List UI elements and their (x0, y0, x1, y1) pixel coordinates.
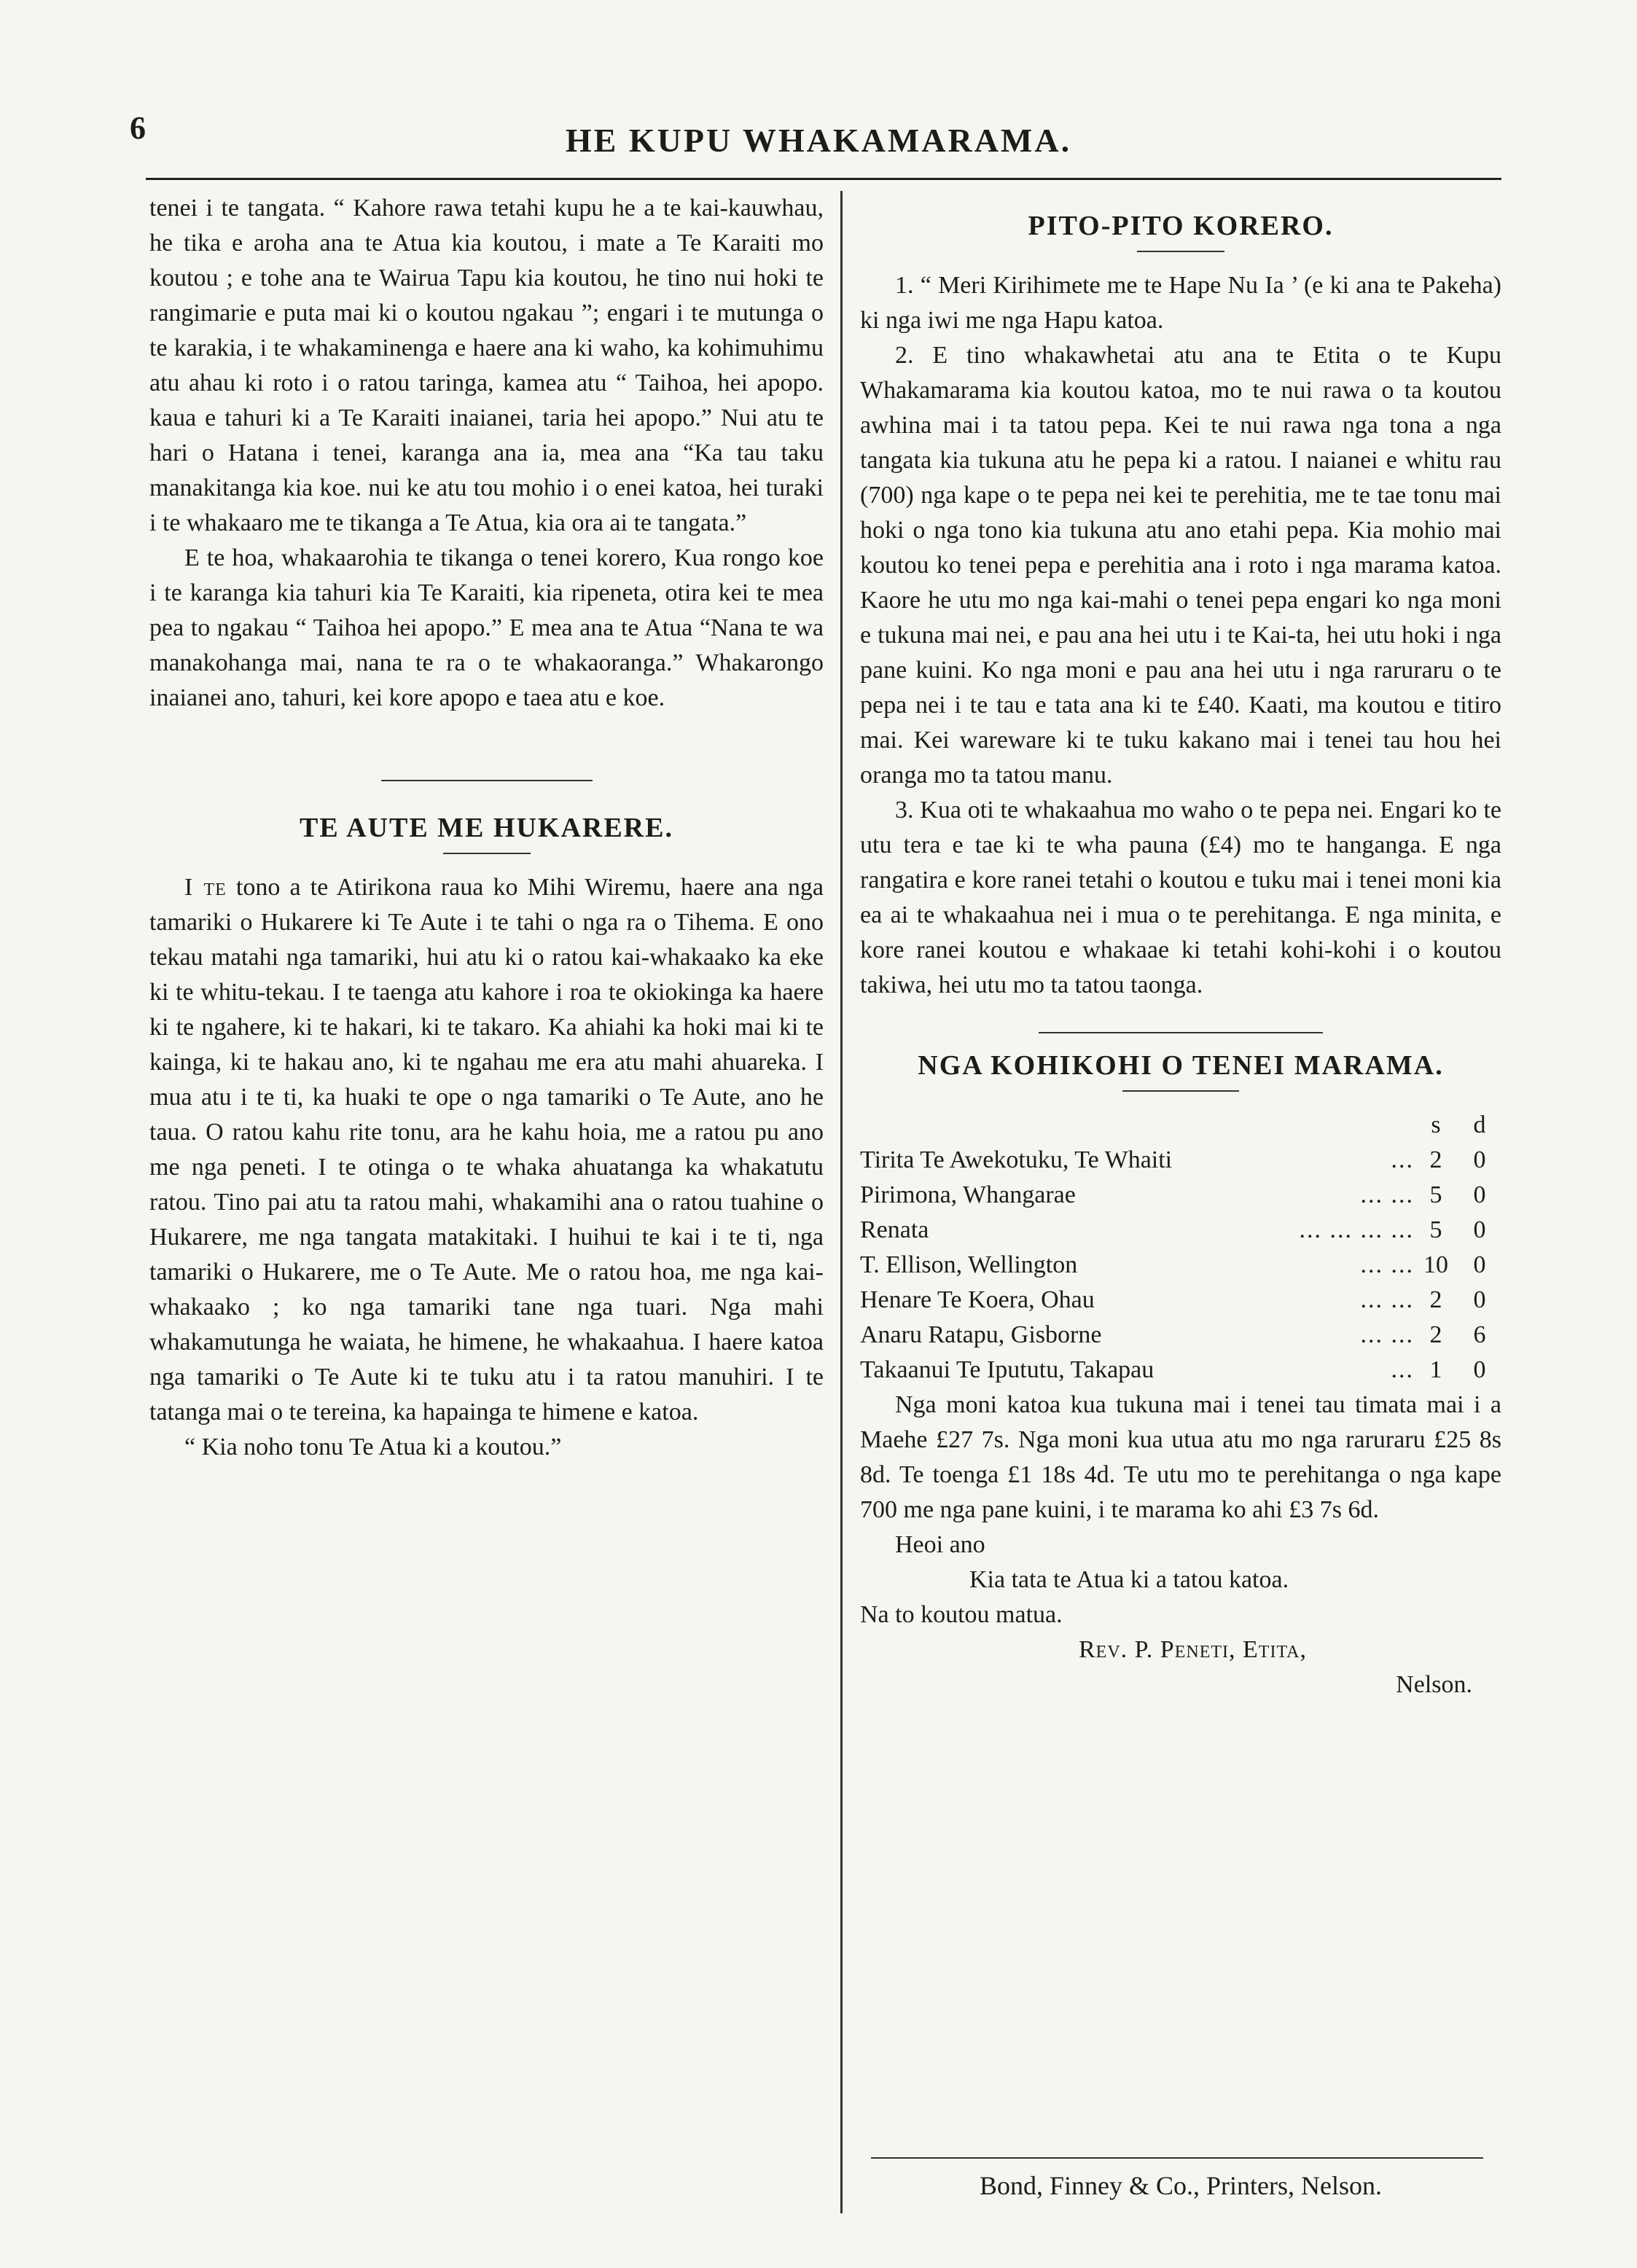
left-column (149, 191, 824, 1465)
table-header-blank (860, 1108, 1265, 1143)
donor-shillings: 5 (1429, 1181, 1442, 1208)
donor-name: Henare Te Koera, Ohau (860, 1286, 1095, 1313)
donations-table (860, 1108, 1501, 1388)
printer-rule (871, 2157, 1483, 2159)
running-title: HE KUPU WHAKAMARAMA. (565, 122, 1072, 159)
signature-place: Nelson. (1396, 1671, 1472, 1698)
leader-dots: ... ... (1360, 1181, 1414, 1208)
spacer (149, 781, 824, 810)
section-heading-pito-pito: PITO-PITO KORERO. (1028, 211, 1334, 241)
donor-pence: 0 (1473, 1146, 1486, 1173)
table-row (860, 1283, 1501, 1318)
table-row (860, 1318, 1501, 1353)
donor-pence: 0 (1473, 1216, 1486, 1243)
notice-item-3: 3. Kua oti te whakaahua mo waho o te pepa nei. Engari ko te utu tera e tae ki te wha pauna (£4) mo te hanganga. E nga rangatira e kore ranei tetahi o koutou e tuku mai i tenei moni kia ea ai te whakaahua nei i mua o te perehitanga. E nga minita, e kore ranei koutou e whakaae ki tetahi kohi-kohi i o koutou takiwa, hei utu mo ta tatou taonga. (860, 797, 1501, 998)
leader-dots: ... (1391, 1146, 1414, 1173)
notice-item-1: 1. “ Meri Kirihimete me te Hape Nu Ia ’ (e ki ana te Pakeha) ki nga iwi me nga Hapu katoa. (860, 272, 1501, 334)
te-aute-paragraph (149, 870, 824, 1430)
table-row (860, 1213, 1501, 1248)
leader-dots: ... ... (1360, 1286, 1414, 1313)
table-row (860, 1353, 1501, 1388)
donor-shillings: 10 (1423, 1251, 1448, 1278)
spacer (860, 1003, 1501, 1032)
closing-blessing: Kia tata te Atua ki a tatou katoa. (969, 1566, 1289, 1593)
accounts-summary: Nga moni katoa kua tukuna mai i tenei tau timata mai i a Maehe £27 7s. Nga moni kua utua atu mo nga raruraru £25 8s 8d. Te toenga £1 18s 4d. Te utu mo te perehitanga o nga kape 700 me nga pane kuini, i te marama ko ahi £3 7s 6d. (860, 1391, 1501, 1523)
donor-pence: 0 (1473, 1356, 1486, 1383)
table-header-row (860, 1108, 1501, 1143)
donor-name: Renata (860, 1216, 929, 1243)
heading-rule (1122, 1090, 1239, 1092)
leader-dots: ... ... ... ... (1299, 1216, 1414, 1243)
table-row (860, 1248, 1501, 1283)
column-header-pence: d (1473, 1111, 1486, 1138)
section-heading-kohikohi: NGA KOHIKOHI O TENEI MARAMA. (918, 1050, 1444, 1081)
donor-shillings: 2 (1429, 1321, 1442, 1348)
right-column (860, 191, 1501, 1702)
donor-name: T. Ellison, Wellington (860, 1251, 1078, 1278)
section-heading-te-aute: TE AUTE ME HUKARERE. (300, 813, 673, 843)
article-continuation-paragraph: tenei i te tangata. “ Kahore rawa tetahi kupu he a te kai-kauwhau, he tika e aroha ana te Atua kia koutou, i mate a Te Karaiti mo koutou ; e tohe ana te Wairua Tapu kia koutou, he tino nui hoki te rangimarie e puta mai ki o koutou ngakau ”; engari i te mutunga o te karakia, i te whakaminenga e haere ana ki waho, ka kohimuhimu atu ahau ki roto i o ratou taringa, kamea atu “ Taihoa, hei apopo. kaua e tahuri ki a Te Karaiti inaianei, taria hei apopo.” Nui atu te hari o Hatana i tenei, karanga ana ia, mea ana “Ka tau taku manakitanga kia koe. nui ke atu tou mohio i o enei katoa, hei turaki i te whakaaro me te tikanga a Te Atua, kia ora ai te tangata.” (149, 195, 824, 536)
donor-pence: 0 (1473, 1286, 1486, 1313)
closing-heoi-ano: Heoi ano (895, 1531, 985, 1558)
notice-item-2: 2. E tino whakawhetai atu ana te Etita o te Kupu Whakamarama kia koutou katoa, mo te nui rawa o ta koutou awhina mai i ta tatou pepa. Kei te nui rawa nga tona a nga tangata kia tukuna atu he pepa ki a ratou. I naianei e whitu rau (700) nga kape o te pepa nei kei te perehitia, me te tae tonu mai hoki o nga tono kia tukuna atu ano etahi pepa. Kia mohio mai koutou ko tenei pepa e perehitia ana i roto i nga marama katoa. Kaore he utu mo nga kai-mahi o tenei pepa engari ko nga moni e tukuna mai nei, e pau ana hei utu i te Kai-ta, hei utu hoki i nga pane kuini. Ko nga moni e pau ana hei utu i nga raruraru o te pepa nei i te tau e tata ana ki te £40. Kaati, ma koutou e titiro mai. Kei wareware ki te tuku kakano mai i tenei tau hou hei oranga mo ta tatou manu. (860, 342, 1501, 789)
leader-dots: ... (1391, 1356, 1414, 1383)
heading-rule (1137, 251, 1224, 252)
column-header-shillings: s (1431, 1111, 1441, 1138)
donor-shillings: 1 (1429, 1356, 1442, 1383)
donor-shillings: 5 (1429, 1216, 1442, 1243)
spacer (860, 1033, 1501, 1048)
donor-pence: 0 (1473, 1251, 1486, 1278)
lead-words: I te (184, 874, 227, 901)
header-rule (146, 178, 1501, 180)
spacer (149, 716, 824, 780)
exhortation-paragraph: E te hoa, whakaarohia te tikanga o tenei korero, Kua rongo koe i te karanga kia tahuri kia Te Karaiti, kia ripeneta, otira kei te mea pea to ngakau “ Taihoa hei apopo.” E mea ana te Atua “Nana te wa manakohanga mai, nana te ra o te whakaoranga.” Whakarongo inaianei ano, tahuri, kei kore apopo e taea atu e koe. (149, 544, 824, 711)
column-divider (840, 191, 843, 2213)
printer-imprint: Bond, Finney & Co., Printers, Nelson. (979, 2171, 1382, 2200)
table-row (860, 1143, 1501, 1178)
closing-quote: “ Kia noho tonu Te Atua ki a koutou.” (184, 1434, 562, 1460)
donor-name: Tirita Te Awekotuku, Te Whaiti (860, 1146, 1173, 1173)
te-aute-body: tono a te Atirikona raua ko Mihi Wiremu, haere ana nga tamariki o Hukarere ki Te Aute i te tahi o nga ra o Tihema. E ono tekau matahi nga tamariki, hui atu ki o ratou kai-whakaako ka eke ki te whitu-tekau. I te taenga atu kahore i roa te okiokinga ka haere ki te ngahere, ki te hakari, ki te takaro. Ka ahiahi ka hoki mai ki te kainga, ki te hakau ano, ki te ngahau me era atu mahi ahuareka. I mua atu i te ti, ka huaki te ope o nga tamariki o Te Aute, ano he taua. O ratou kahu rite tonu, ara he kahu hoia, me a ratou pu ano me nga peneti. I te otinga o te whaka ahuatanga ka whakatutu ratou. Tino pai atu ta ratou mahi, whakamihi ana o ratou tuahine o Hukarere, me nga tangata matakitaki. I huihui te kai i te ti, nga tamariki o Hukarere, me o Te Aute. Me o ratou hoa, me nga kai-whakaako ; ko nga tamariki tane nga tuari. Nga mahi whakamutunga he waiata, he himene, he whakaahua. I haere katoa nga tamariki o Te Aute ki te tuku atu i ta ratou manuhiri. I te tatanga mai o te tereina, ka hapainga te himene e katoa. (149, 874, 824, 1426)
table-row (860, 1178, 1501, 1213)
editor-signature: Rev. P. Peneti, Etita, (1079, 1636, 1308, 1663)
donor-pence: 6 (1473, 1321, 1486, 1348)
heading-rule (443, 853, 531, 854)
donor-name: Pirimona, Whangarae (860, 1181, 1076, 1208)
leader-dots: ... ... (1360, 1321, 1414, 1348)
donor-pence: 0 (1473, 1181, 1486, 1208)
leader-dots: ... ... (1360, 1251, 1414, 1278)
closing-from: Na to koutou matua. (860, 1601, 1063, 1628)
donor-name: Takaanui Te Ipututu, Takapau (860, 1356, 1155, 1383)
donor-shillings: 2 (1429, 1286, 1442, 1313)
page-number: 6 (130, 110, 146, 146)
donor-name: Anaru Ratapu, Gisborne (860, 1321, 1102, 1348)
table-header-blank (1265, 1108, 1414, 1143)
donor-shillings: 2 (1429, 1146, 1442, 1173)
